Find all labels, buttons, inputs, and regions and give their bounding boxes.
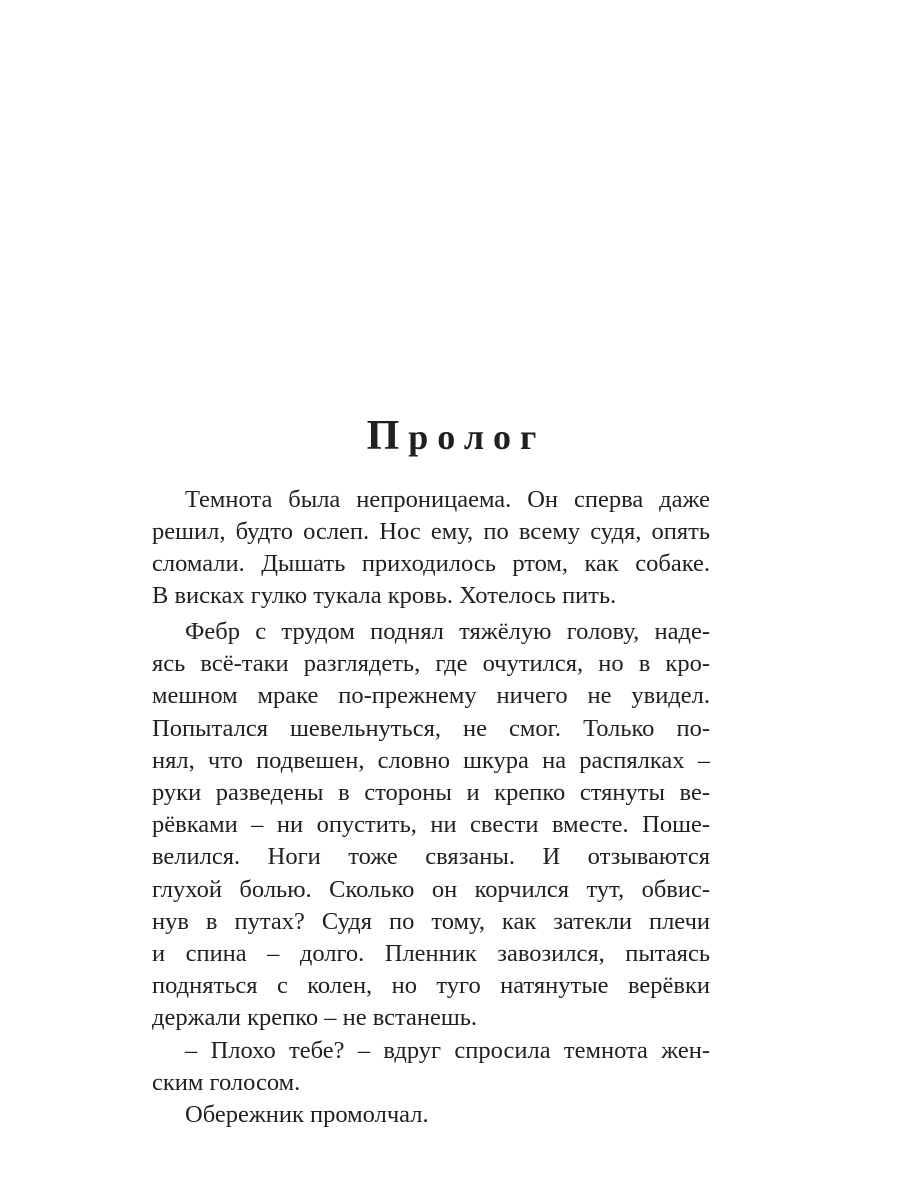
chapter-title-rest: ролог: [408, 417, 546, 457]
text-line: держали крепко – не встанешь.: [152, 1004, 478, 1031]
text-line: – Плохо тебе? – вдруг спросила темнота жен-: [185, 1037, 710, 1064]
text-line: решил, будто ослеп. Нос ему, по всему судя, опять: [152, 518, 710, 545]
text-line: Попытался шевельнуться, не смог. Только по-: [152, 715, 710, 742]
text-line: нял, что подвешен, словно шкура на распялках –: [152, 747, 710, 774]
text-line: велился. Ноги тоже связаны. И отзываются: [152, 843, 710, 870]
text-line: глухой болью. Сколько он корчился тут, обвис-: [152, 876, 710, 903]
text-line: ясь всё-таки разглядеть, где очутился, но в кро-: [152, 650, 710, 677]
chapter-title: [0, 412, 900, 460]
text-line: нув в путах? Судя по тому, как затекли плечи: [152, 908, 710, 935]
text-line: руки разведены в стороны и крепко стянуты ве-: [152, 779, 710, 806]
text-line: подняться с колен, но туго натянутые верёвки: [152, 972, 710, 999]
text-line: ским голосом.: [152, 1069, 301, 1096]
text-line: Фебр с трудом поднял тяжёлую голову, наде-: [185, 618, 710, 645]
text-line: и спина – долго. Пленник завозился, пытаясь: [152, 940, 710, 967]
text-line: Темнота была непроницаема. Он сперва даже: [185, 486, 710, 513]
chapter-title-initial: П: [366, 413, 409, 459]
text-line: В висках гулко тукала кровь. Хотелось пить.: [152, 582, 617, 609]
text-line: мешном мраке по-прежнему ничего не увидел.: [152, 682, 710, 709]
text-line: Обережник промолчал.: [185, 1101, 429, 1128]
text-line: рёвками – ни опустить, ни свести вместе. Поше-: [152, 811, 710, 838]
text-line: сломали. Дышать приходилось ртом, как собаке.: [152, 550, 710, 577]
